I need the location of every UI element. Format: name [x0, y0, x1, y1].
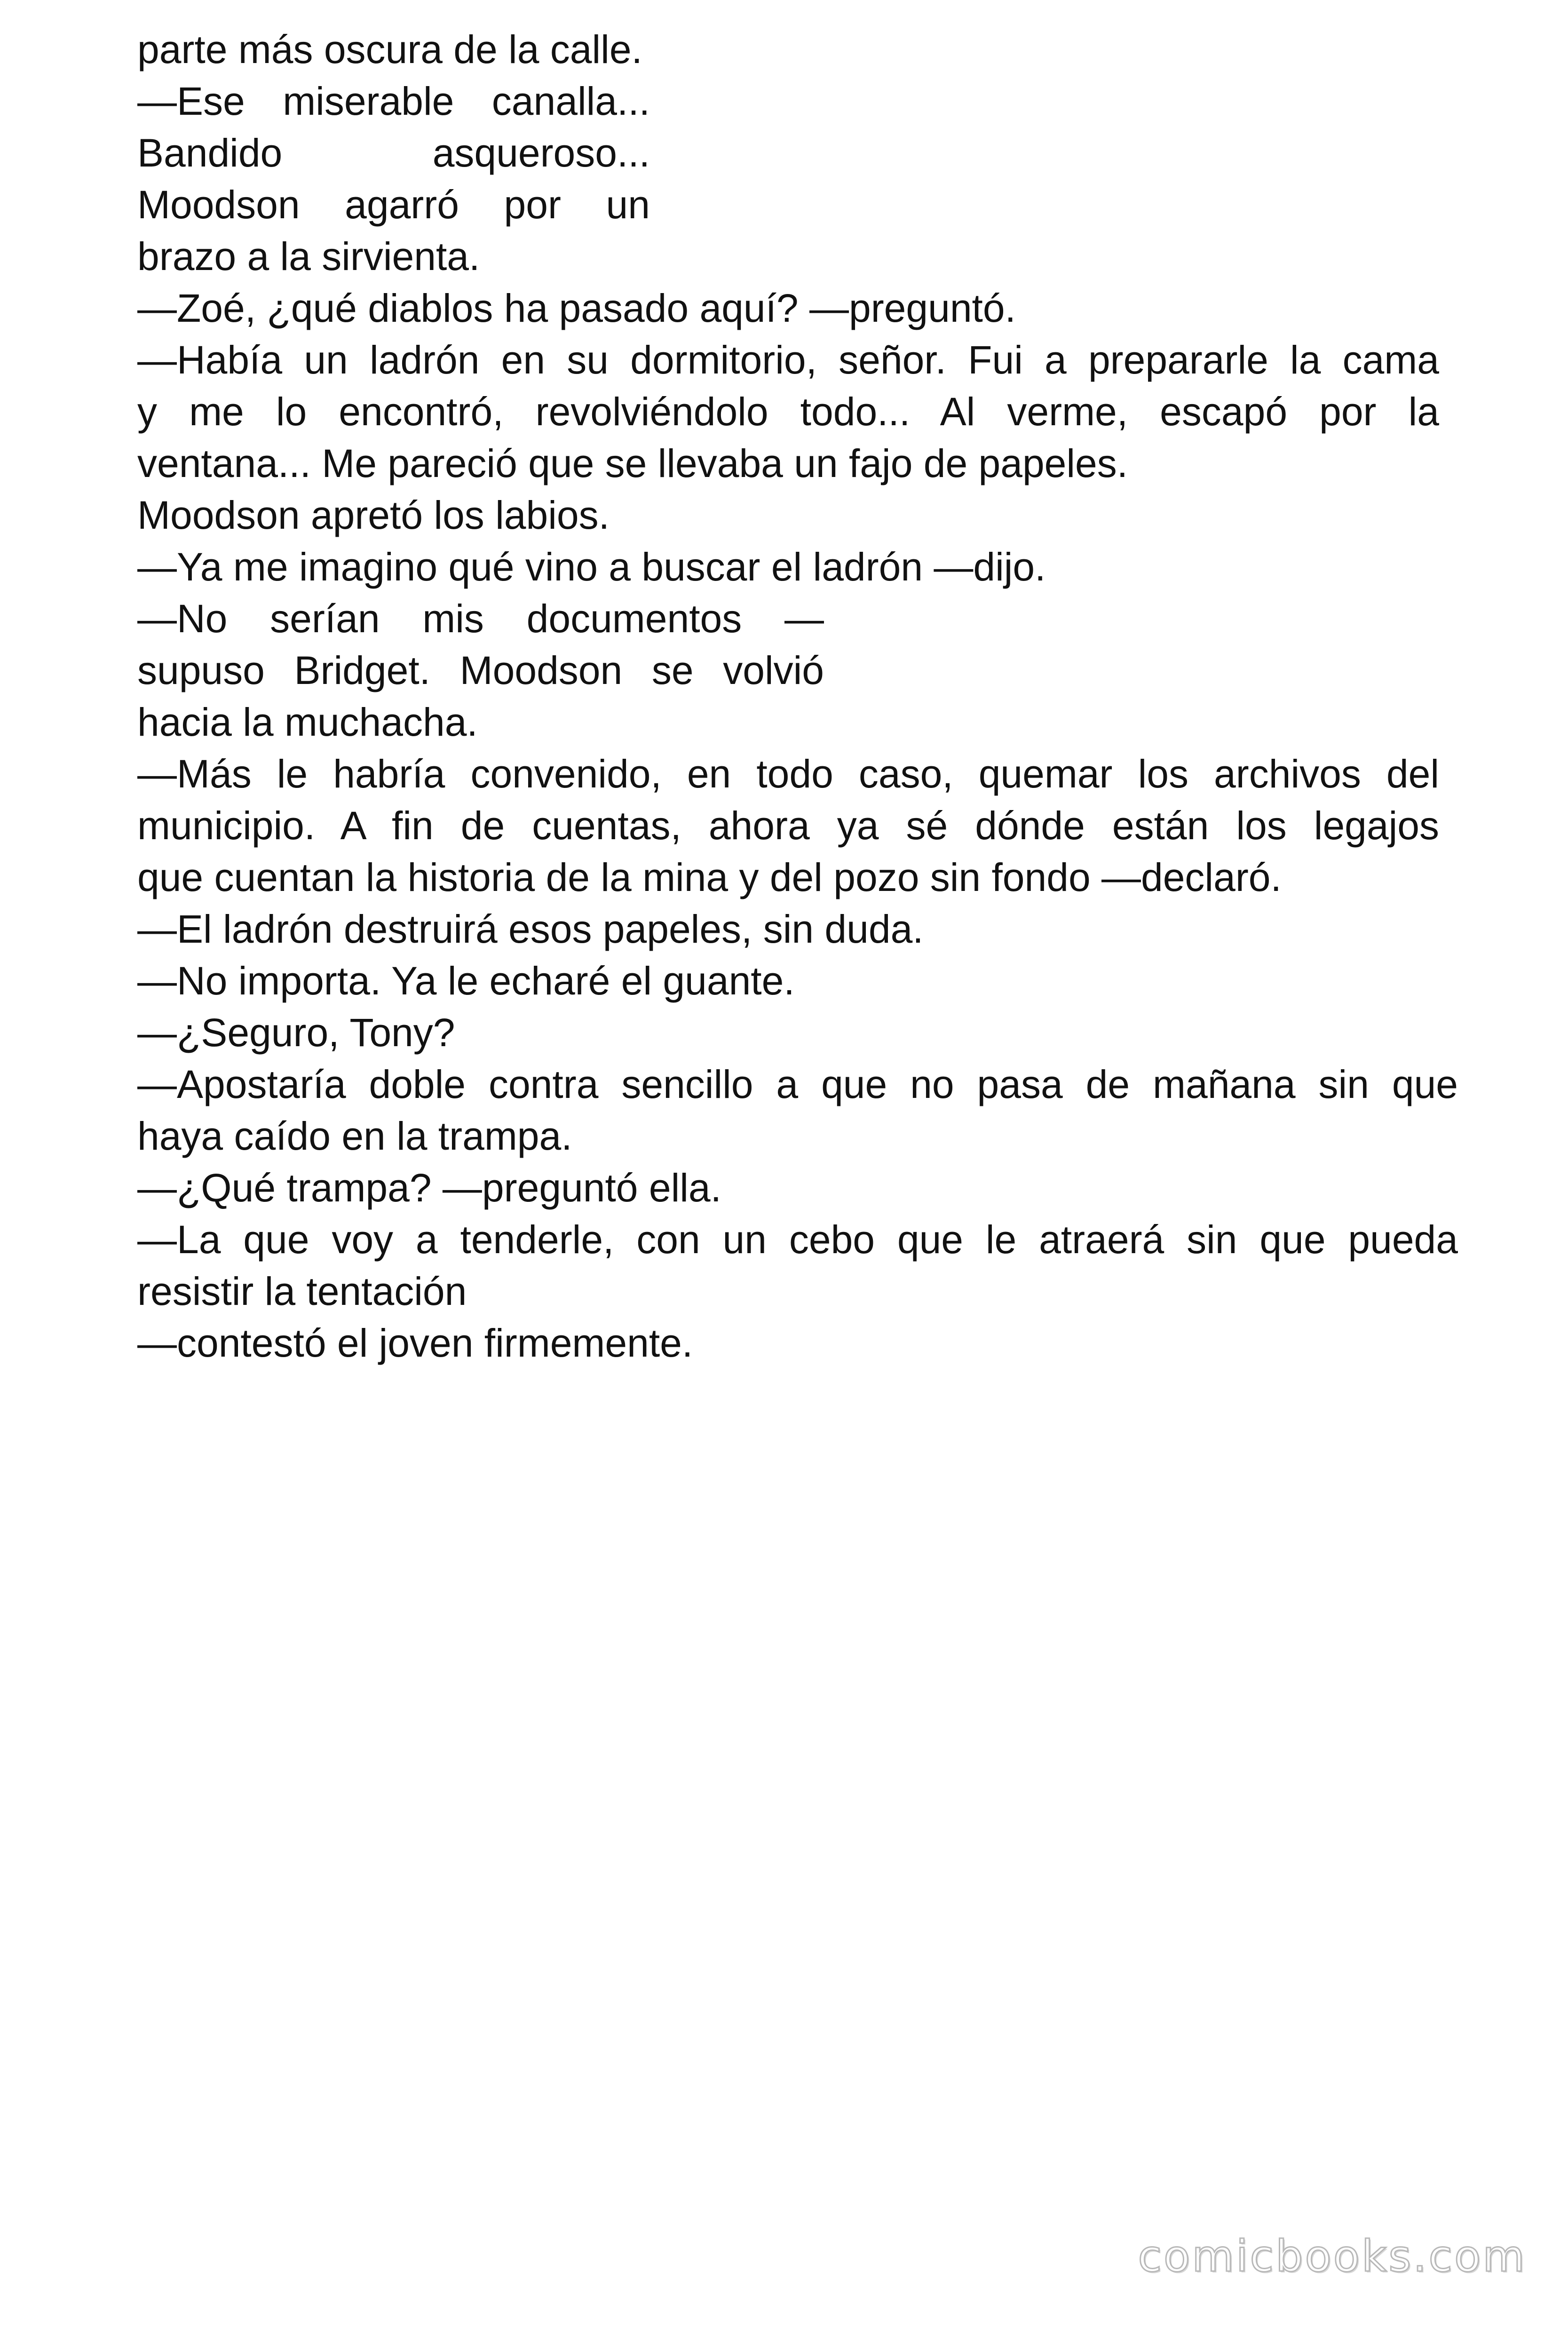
- text-line: —Zoé, ¿qué diablos ha pasado aquí? —preguntó.: [137, 286, 1016, 330]
- text-line: —Apostaría doble contra sencillo a que no pasa de mañana sin que: [137, 1062, 1458, 1106]
- text-line: Bandido asqueroso...: [137, 131, 650, 175]
- text-line: —No serían mis documentos —: [137, 596, 824, 641]
- text-line: —contestó el joven firmemente.: [137, 1321, 693, 1365]
- text-line: municipio. A fin de cuentas, ahora ya sé dónde están los legajos: [137, 803, 1439, 848]
- text-line: Moodson apretó los labios.: [137, 493, 610, 537]
- text-line: y me lo encontró, revolviéndolo todo... Al verme, escapó por la: [137, 389, 1439, 434]
- text-line: —El ladrón destruirá esos papeles, sin duda.: [137, 907, 924, 951]
- watermark: comicbooks.com: [1138, 2231, 1527, 2281]
- text-line: —¿Qué trampa? —preguntó ella.: [137, 1166, 721, 1210]
- text-line: haya caído en la trampa.: [137, 1114, 572, 1158]
- text-line: que cuentan la historia de la mina y del pozo sin fondo —declaró.: [137, 855, 1282, 899]
- text-line: —No importa. Ya le echaré el guante.: [137, 959, 795, 1003]
- text-line: resistir la tentación: [137, 1269, 467, 1313]
- text-line: ventana... Me pareció que se llevaba un fajo de papeles.: [137, 441, 1128, 485]
- text-line: —Más le habría convenido, en todo caso, quemar los archivos del: [137, 752, 1439, 796]
- text-line: hacia la muchacha.: [137, 700, 478, 744]
- text-line: —La que voy a tenderle, con un cebo que le atraerá sin que pueda: [137, 1217, 1458, 1262]
- text-line: brazo a la sirvienta.: [137, 234, 480, 278]
- text-line: —Ya me imagino qué vino a buscar el ladrón —dijo.: [137, 545, 1046, 589]
- text-line: —¿Seguro, Tony?: [137, 1010, 455, 1055]
- text-line: supuso Bridget. Moodson se volvió: [137, 648, 824, 692]
- text-line: —Ese miserable canalla...: [137, 79, 650, 123]
- text-line: —Había un ladrón en su dormitorio, señor. Fui a prepararle la cama: [137, 338, 1439, 382]
- text-line: parte más oscura de la calle.: [137, 27, 642, 72]
- text-line: Moodson agarró por un: [137, 183, 650, 227]
- body-text: [137, 24, 1482, 1369]
